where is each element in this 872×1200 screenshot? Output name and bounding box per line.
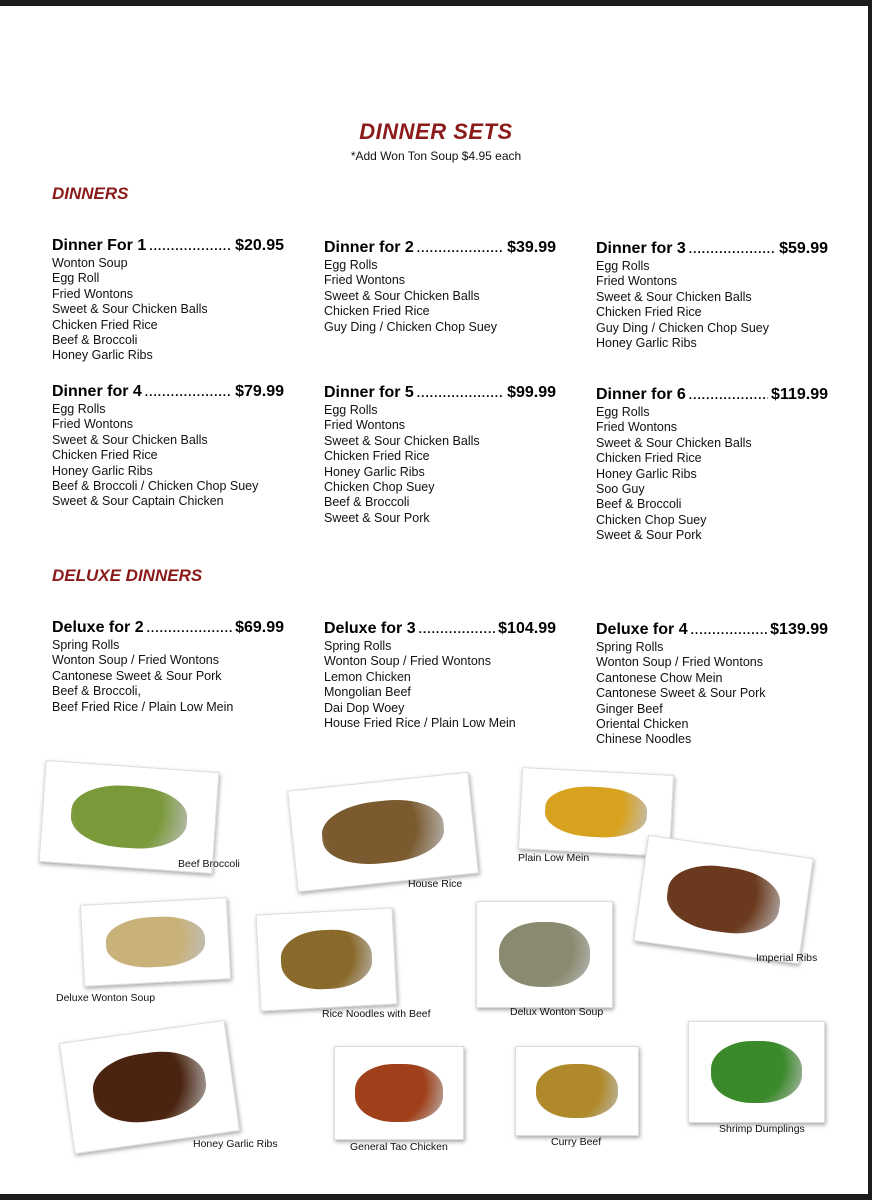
set-item: Chicken Chop Suey	[596, 512, 707, 527]
dot-leader	[689, 239, 776, 259]
food-image	[536, 1064, 619, 1119]
food-photo	[476, 901, 611, 1006]
set-item: Honey Garlic Ribs	[52, 348, 153, 363]
dinner-set-3	[596, 239, 828, 351]
photo-caption: Beef Broccoli	[178, 858, 240, 870]
food-image	[544, 785, 648, 840]
dot-leader	[689, 385, 768, 405]
set-item: Lemon Chicken	[324, 669, 411, 684]
food-image	[319, 795, 447, 869]
set-name: Dinner for 4	[52, 383, 142, 400]
section-heading-deluxe-dinners: DELUXE DINNERS	[52, 566, 203, 585]
dot-leader	[417, 238, 504, 258]
plate-image	[476, 901, 613, 1008]
food-image	[663, 859, 783, 939]
set-item: Fried Wontons	[324, 418, 406, 433]
set-item: Ginger Beef	[596, 701, 663, 716]
set-item: Chicken Fried Rice	[52, 448, 158, 463]
dinner-set-6	[596, 385, 828, 544]
photo-caption: House Rice	[408, 878, 463, 890]
dot-leader	[419, 619, 496, 639]
set-name: Dinner for 3	[596, 240, 686, 257]
set-heading	[596, 239, 828, 259]
set-heading	[324, 383, 556, 403]
set-item: Beef & Broccoli	[52, 333, 138, 348]
set-item: Cantonese Sweet & Sour Pork	[596, 686, 766, 701]
set-item: Fried Wontons	[52, 286, 134, 301]
set-item-list	[324, 258, 556, 335]
set-name: Dinner for 5	[324, 384, 414, 401]
dot-leader	[149, 236, 232, 256]
set-item: Chicken Chop Suey	[324, 480, 435, 495]
plate-image	[688, 1021, 825, 1123]
food-photo	[258, 911, 393, 1006]
set-item: Sweet & Sour Chicken Balls	[324, 288, 480, 303]
set-item: Beef Fried Rice / Plain Low Mein	[52, 699, 234, 714]
menu-page	[0, 6, 868, 1194]
photo-caption: Plain Low Mein	[518, 852, 590, 864]
set-price: $39.99	[507, 239, 556, 256]
set-item: Fried Wontons	[596, 274, 678, 289]
set-item: Egg Rolls	[596, 259, 650, 273]
set-heading	[324, 238, 556, 258]
photo-caption: Rice Noodles with Beef	[322, 1008, 431, 1020]
soup-add-on-note: *Add Won Ton Soup $4.95 each	[350, 149, 522, 163]
food-photo	[82, 901, 227, 981]
set-item: Chinese Noodles	[596, 732, 692, 747]
dinner-set-1	[52, 236, 284, 364]
set-name: Dinner for 2	[324, 239, 414, 256]
set-item-list	[596, 640, 828, 748]
plate-image	[633, 835, 813, 964]
set-item-list	[324, 639, 556, 731]
set-item: Guy Ding / Chicken Chop Suey	[324, 319, 498, 334]
set-price: $99.99	[507, 384, 556, 401]
set-item: Honey Garlic Ribs	[596, 466, 697, 481]
set-item-list	[596, 405, 828, 544]
deluxe-set-4	[596, 620, 828, 748]
set-price: $20.95	[235, 237, 284, 254]
set-item: Egg Rolls	[596, 405, 650, 419]
set-item: Beef & Broccoli,	[52, 684, 141, 699]
set-price: $79.99	[235, 383, 284, 400]
food-image	[68, 782, 189, 852]
plate-image	[287, 772, 479, 892]
set-item-list	[52, 256, 284, 364]
set-item: Mongolian Beef	[324, 685, 411, 700]
set-name: Deluxe for 3	[324, 620, 416, 637]
set-price: $69.99	[235, 619, 284, 636]
set-item: Sweet & Sour Pork	[596, 528, 702, 543]
page-title: DINNER SETS	[359, 119, 513, 144]
set-name: Dinner For 1	[52, 237, 147, 254]
set-item: Spring Rolls	[596, 640, 664, 654]
food-photo	[688, 1021, 823, 1121]
photo-caption: Delux Wonton Soup	[510, 1006, 604, 1018]
food-photo	[515, 1046, 637, 1134]
set-item: Honey Garlic Ribs	[596, 336, 697, 351]
dinner-set-5	[324, 383, 556, 526]
set-name: Deluxe for 2	[52, 619, 144, 636]
plate-image	[80, 897, 231, 987]
plate-image	[59, 1020, 240, 1154]
set-item: Beef & Broccoli	[596, 497, 682, 512]
food-photo	[334, 1046, 462, 1138]
plate-image	[334, 1046, 464, 1140]
set-item: Fried Wontons	[52, 417, 134, 432]
food-photo	[292, 781, 472, 881]
food-image	[711, 1041, 803, 1103]
set-item: Sweet & Sour Chicken Balls	[324, 433, 480, 448]
set-item: Sweet & Sour Chicken Balls	[596, 289, 752, 304]
set-item: Chicken Fried Rice	[52, 317, 158, 332]
set-item: Sweet & Sour Chicken Balls	[596, 435, 752, 450]
food-image	[279, 928, 374, 992]
dot-leader	[145, 382, 232, 402]
set-item: Beef & Broccoli	[324, 495, 410, 510]
set-item-list	[52, 638, 284, 715]
set-heading	[596, 385, 828, 405]
photo-caption: Honey Garlic Ribs	[193, 1138, 278, 1150]
set-name: Dinner for 6	[596, 386, 686, 403]
set-item: House Fried Rice / Plain Low Mein	[324, 716, 516, 731]
dot-leader	[417, 383, 504, 403]
set-heading	[52, 382, 284, 402]
set-item: Wonton Soup	[52, 256, 128, 270]
section-heading-dinners: DINNERS	[52, 184, 129, 203]
set-item: Egg Roll	[52, 271, 100, 286]
set-item: Fried Wontons	[324, 273, 406, 288]
photo-caption: General Tao Chicken	[350, 1141, 448, 1153]
deluxe-set-2	[52, 618, 284, 715]
food-photo	[42, 766, 214, 866]
set-price: $139.99	[770, 621, 828, 638]
set-item: Chicken Fried Rice	[596, 451, 702, 466]
food-image	[499, 922, 591, 987]
photo-caption: Imperial Ribs	[756, 952, 818, 964]
set-item: Fried Wontons	[596, 420, 678, 435]
dinner-set-2	[324, 238, 556, 335]
food-image	[89, 1045, 210, 1128]
food-photo	[640, 846, 805, 951]
set-item: Wonton Soup / Fried Wontons	[596, 655, 763, 670]
set-item: Sweet & Sour Chicken Balls	[52, 302, 208, 317]
set-item: Sweet & Sour Captain Chicken	[52, 494, 224, 509]
set-item: Spring Rolls	[52, 638, 120, 652]
set-item: Sweet & Sour Chicken Balls	[52, 432, 208, 447]
set-price: $104.99	[498, 620, 556, 637]
set-item: Egg Rolls	[324, 403, 378, 417]
set-item: Wonton Soup / Fried Wontons	[52, 653, 219, 668]
set-heading	[52, 618, 284, 638]
photo-caption: Shrimp Dumplings	[719, 1123, 805, 1135]
set-item: Egg Rolls	[324, 258, 378, 272]
set-item-list	[52, 402, 284, 510]
dot-leader	[147, 618, 232, 638]
set-item: Egg Rolls	[52, 402, 106, 416]
set-item: Chicken Fried Rice	[596, 305, 702, 320]
set-item: Cantonese Chow Mein	[596, 670, 723, 685]
set-price: $119.99	[771, 386, 828, 403]
food-image	[355, 1064, 442, 1121]
set-name: Deluxe for 4	[596, 621, 688, 638]
set-heading	[596, 620, 828, 640]
food-image	[105, 915, 206, 970]
food-photo	[66, 1031, 231, 1141]
set-item: Sweet & Sour Pork	[324, 510, 430, 525]
set-item: Dai Dop Woey	[324, 700, 405, 715]
plate-image	[39, 760, 220, 874]
set-heading	[52, 236, 284, 256]
set-heading	[324, 619, 556, 639]
photo-caption: Deluxe Wonton Soup	[56, 992, 156, 1004]
set-item: Chicken Fried Rice	[324, 304, 430, 319]
dot-leader	[691, 620, 768, 640]
set-item: Guy Ding / Chicken Chop Suey	[596, 320, 770, 335]
photo-caption: Curry Beef	[551, 1136, 602, 1148]
dinner-set-4	[52, 382, 284, 510]
set-item: Spring Rolls	[324, 639, 392, 653]
set-item-list	[324, 403, 556, 526]
plate-image	[256, 907, 398, 1011]
set-item-list	[596, 259, 828, 351]
set-item: Honey Garlic Ribs	[324, 464, 425, 479]
plate-image	[515, 1046, 639, 1136]
set-price: $59.99	[779, 240, 828, 257]
set-item: Chicken Fried Rice	[324, 449, 430, 464]
set-item: Beef & Broccoli / Chicken Chop Suey	[52, 479, 259, 494]
deluxe-set-3	[324, 619, 556, 731]
set-item: Soo Guy	[596, 482, 645, 497]
set-item: Cantonese Sweet & Sour Pork	[52, 668, 222, 683]
set-item: Wonton Soup / Fried Wontons	[324, 654, 491, 669]
set-item: Honey Garlic Ribs	[52, 463, 153, 478]
set-item: Oriental Chicken	[596, 717, 689, 732]
